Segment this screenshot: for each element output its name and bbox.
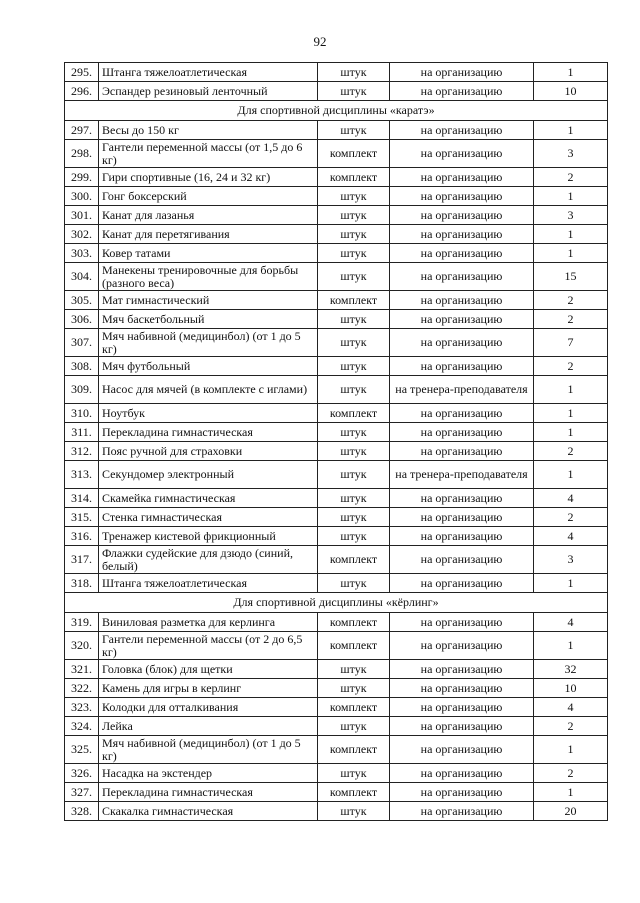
item-quantity: 2 <box>534 310 608 329</box>
table-row <box>65 206 608 225</box>
item-quantity: 1 <box>534 404 608 423</box>
item-name: Гантели переменной массы (от 2 до 6,5 кг) <box>99 632 318 660</box>
item-quantity: 3 <box>534 546 608 574</box>
item-number: 298. <box>65 140 99 168</box>
item-unit: штук <box>318 329 390 357</box>
item-number: 306. <box>65 310 99 329</box>
table-row <box>65 244 608 263</box>
item-name: Тренажер кистевой фрикционный <box>99 527 318 546</box>
item-unit: штук <box>318 206 390 225</box>
item-number: 300. <box>65 187 99 206</box>
item-name: Эспандер резиновый ленточный <box>99 82 318 101</box>
item-number: 310. <box>65 404 99 423</box>
item-quantity: 4 <box>534 527 608 546</box>
item-number: 315. <box>65 508 99 527</box>
item-purpose: на организацию <box>390 613 534 632</box>
table-row <box>65 225 608 244</box>
item-quantity: 1 <box>534 574 608 593</box>
item-quantity: 2 <box>534 168 608 187</box>
item-unit: штук <box>318 310 390 329</box>
item-purpose: на организацию <box>390 357 534 376</box>
item-number: 326. <box>65 764 99 783</box>
table-row <box>65 423 608 442</box>
item-purpose: на организацию <box>390 140 534 168</box>
table-row <box>65 660 608 679</box>
item-name: Мяч набивной (медицинбол) (от 1 до 5 кг) <box>99 736 318 764</box>
table-row <box>65 679 608 698</box>
item-number: 307. <box>65 329 99 357</box>
item-name: Гантели переменной массы (от 1,5 до 6 кг) <box>99 140 318 168</box>
item-name: Мяч футбольный <box>99 357 318 376</box>
item-purpose: на организацию <box>390 783 534 802</box>
table-row <box>65 187 608 206</box>
item-quantity: 2 <box>534 291 608 310</box>
item-purpose: на организацию <box>390 291 534 310</box>
item-quantity: 1 <box>534 121 608 140</box>
item-unit: штук <box>318 263 390 291</box>
item-name: Канат для лазанья <box>99 206 318 225</box>
equipment-table-body <box>65 63 608 821</box>
item-name: Мат гимнастический <box>99 291 318 310</box>
item-unit: штук <box>318 63 390 82</box>
item-unit: штук <box>318 802 390 821</box>
table-row <box>65 376 608 404</box>
item-quantity: 1 <box>534 244 608 263</box>
item-purpose: на тренера-преподавателя <box>390 376 534 404</box>
item-purpose: на организацию <box>390 225 534 244</box>
table-row <box>65 263 608 291</box>
item-name: Скамейка гимнастическая <box>99 489 318 508</box>
table-row <box>65 461 608 489</box>
item-purpose: на организацию <box>390 329 534 357</box>
item-name: Весы до 150 кг <box>99 121 318 140</box>
item-name: Мяч набивной (медицинбол) (от 1 до 5 кг) <box>99 329 318 357</box>
table-row <box>65 717 608 736</box>
item-quantity: 4 <box>534 698 608 717</box>
table-row <box>65 310 608 329</box>
item-number: 324. <box>65 717 99 736</box>
item-unit: штук <box>318 82 390 101</box>
item-unit: штук <box>318 225 390 244</box>
item-quantity: 3 <box>534 206 608 225</box>
item-name: Ноутбук <box>99 404 318 423</box>
item-unit: штук <box>318 121 390 140</box>
item-unit: штук <box>318 357 390 376</box>
item-number: 322. <box>65 679 99 698</box>
table-row <box>65 63 608 82</box>
section-title: Для спортивной дисциплины «каратэ» <box>65 101 608 121</box>
item-number: 297. <box>65 121 99 140</box>
table-row <box>65 329 608 357</box>
item-purpose: на организацию <box>390 423 534 442</box>
item-purpose: на организацию <box>390 679 534 698</box>
item-unit: штук <box>318 442 390 461</box>
item-quantity: 1 <box>534 632 608 660</box>
item-purpose: на организацию <box>390 546 534 574</box>
item-quantity: 32 <box>534 660 608 679</box>
item-purpose: на организацию <box>390 574 534 593</box>
table-row <box>65 357 608 376</box>
table-row <box>65 736 608 764</box>
item-quantity: 10 <box>534 679 608 698</box>
item-name: Флажки судейские для дзюдо (синий, белый) <box>99 546 318 574</box>
section-header-row <box>65 101 608 121</box>
table-row <box>65 574 608 593</box>
item-number: 312. <box>65 442 99 461</box>
item-name: Скакалка гимнастическая <box>99 802 318 821</box>
item-number: 301. <box>65 206 99 225</box>
item-number: 314. <box>65 489 99 508</box>
item-unit: комплект <box>318 632 390 660</box>
item-name: Перекладина гимнастическая <box>99 423 318 442</box>
item-name: Пояс ручной для страховки <box>99 442 318 461</box>
item-number: 309. <box>65 376 99 404</box>
item-name: Гонг боксерский <box>99 187 318 206</box>
item-name: Гири спортивные (16, 24 и 32 кг) <box>99 168 318 187</box>
item-number: 317. <box>65 546 99 574</box>
item-quantity: 2 <box>534 764 608 783</box>
item-purpose: на организацию <box>390 632 534 660</box>
item-number: 302. <box>65 225 99 244</box>
item-number: 304. <box>65 263 99 291</box>
item-unit: комплект <box>318 698 390 717</box>
item-purpose: на организацию <box>390 717 534 736</box>
section-header-row <box>65 593 608 613</box>
item-purpose: на организацию <box>390 187 534 206</box>
table-row <box>65 527 608 546</box>
item-quantity: 1 <box>534 461 608 489</box>
item-number: 299. <box>65 168 99 187</box>
item-unit: комплект <box>318 404 390 423</box>
item-quantity: 4 <box>534 613 608 632</box>
item-name: Ковер татами <box>99 244 318 263</box>
item-purpose: на организацию <box>390 489 534 508</box>
item-number: 319. <box>65 613 99 632</box>
item-unit: штук <box>318 489 390 508</box>
item-purpose: на организацию <box>390 121 534 140</box>
item-unit: штук <box>318 187 390 206</box>
table-row <box>65 802 608 821</box>
item-purpose: на организацию <box>390 404 534 423</box>
item-number: 296. <box>65 82 99 101</box>
item-unit: комплект <box>318 783 390 802</box>
item-number: 303. <box>65 244 99 263</box>
item-purpose: на организацию <box>390 764 534 783</box>
item-number: 316. <box>65 527 99 546</box>
table-row <box>65 121 608 140</box>
item-quantity: 20 <box>534 802 608 821</box>
item-quantity: 3 <box>534 140 608 168</box>
item-name: Перекладина гимнастическая <box>99 783 318 802</box>
equipment-table <box>64 62 608 821</box>
table-row <box>65 546 608 574</box>
item-number: 313. <box>65 461 99 489</box>
item-quantity: 7 <box>534 329 608 357</box>
table-row <box>65 764 608 783</box>
item-purpose: на организацию <box>390 310 534 329</box>
item-quantity: 2 <box>534 442 608 461</box>
item-unit: штук <box>318 423 390 442</box>
item-quantity: 1 <box>534 187 608 206</box>
item-purpose: на организацию <box>390 660 534 679</box>
item-unit: штук <box>318 679 390 698</box>
item-quantity: 10 <box>534 82 608 101</box>
item-name: Стенка гимнастическая <box>99 508 318 527</box>
item-purpose: на организацию <box>390 168 534 187</box>
item-quantity: 1 <box>534 63 608 82</box>
item-quantity: 1 <box>534 783 608 802</box>
item-name: Штанга тяжелоатлетическая <box>99 574 318 593</box>
item-number: 328. <box>65 802 99 821</box>
page-number: 92 <box>313 34 327 49</box>
table-row <box>65 442 608 461</box>
item-number: 325. <box>65 736 99 764</box>
item-name: Камень для игры в керлинг <box>99 679 318 698</box>
item-number: 308. <box>65 357 99 376</box>
item-name: Штанга тяжелоатлетическая <box>99 63 318 82</box>
item-name: Мяч баскетбольный <box>99 310 318 329</box>
item-name: Виниловая разметка для керлинга <box>99 613 318 632</box>
item-quantity: 2 <box>534 508 608 527</box>
item-unit: комплект <box>318 140 390 168</box>
item-unit: штук <box>318 717 390 736</box>
item-purpose: на организацию <box>390 527 534 546</box>
item-name: Манекены тренировочные для борьбы (разного веса) <box>99 263 318 291</box>
item-unit: штук <box>318 461 390 489</box>
item-unit: штук <box>318 660 390 679</box>
item-number: 320. <box>65 632 99 660</box>
item-name: Канат для перетягивания <box>99 225 318 244</box>
item-number: 318. <box>65 574 99 593</box>
table-row <box>65 291 608 310</box>
item-name: Насадка на экстендер <box>99 764 318 783</box>
item-quantity: 2 <box>534 717 608 736</box>
item-purpose: на организацию <box>390 206 534 225</box>
item-number: 295. <box>65 63 99 82</box>
item-name: Секундомер электронный <box>99 461 318 489</box>
table-row <box>65 698 608 717</box>
item-unit: комплект <box>318 291 390 310</box>
table-row <box>65 168 608 187</box>
item-quantity: 1 <box>534 225 608 244</box>
item-quantity: 4 <box>534 489 608 508</box>
item-name: Колодки для отталкивания <box>99 698 318 717</box>
item-name: Головка (блок) для щетки <box>99 660 318 679</box>
item-purpose: на организацию <box>390 802 534 821</box>
item-unit: комплект <box>318 168 390 187</box>
item-name: Лейка <box>99 717 318 736</box>
item-unit: штук <box>318 376 390 404</box>
item-unit: штук <box>318 244 390 263</box>
item-quantity: 1 <box>534 736 608 764</box>
item-number: 305. <box>65 291 99 310</box>
item-unit: штук <box>318 764 390 783</box>
table-row <box>65 508 608 527</box>
item-unit: комплект <box>318 613 390 632</box>
item-quantity: 15 <box>534 263 608 291</box>
item-quantity: 1 <box>534 423 608 442</box>
item-purpose: на организацию <box>390 508 534 527</box>
item-number: 311. <box>65 423 99 442</box>
item-quantity: 2 <box>534 357 608 376</box>
item-purpose: на организацию <box>390 244 534 263</box>
item-purpose: на организацию <box>390 442 534 461</box>
item-number: 327. <box>65 783 99 802</box>
item-number: 321. <box>65 660 99 679</box>
table-row <box>65 613 608 632</box>
table-row <box>65 404 608 423</box>
item-purpose: на организацию <box>390 82 534 101</box>
item-purpose: на организацию <box>390 698 534 717</box>
item-name: Насос для мячей (в комплекте с иглами) <box>99 376 318 404</box>
item-purpose: на организацию <box>390 736 534 764</box>
section-title: Для спортивной дисциплины «кёрлинг» <box>65 593 608 613</box>
item-purpose: на организацию <box>390 63 534 82</box>
table-row <box>65 140 608 168</box>
item-unit: комплект <box>318 546 390 574</box>
item-purpose: на тренера-преподавателя <box>390 461 534 489</box>
item-unit: комплект <box>318 736 390 764</box>
table-row <box>65 632 608 660</box>
table-row <box>65 82 608 101</box>
item-unit: штук <box>318 508 390 527</box>
table-row <box>65 783 608 802</box>
item-purpose: на организацию <box>390 263 534 291</box>
item-quantity: 1 <box>534 376 608 404</box>
table-row <box>65 489 608 508</box>
item-unit: штук <box>318 527 390 546</box>
item-unit: штук <box>318 574 390 593</box>
item-number: 323. <box>65 698 99 717</box>
